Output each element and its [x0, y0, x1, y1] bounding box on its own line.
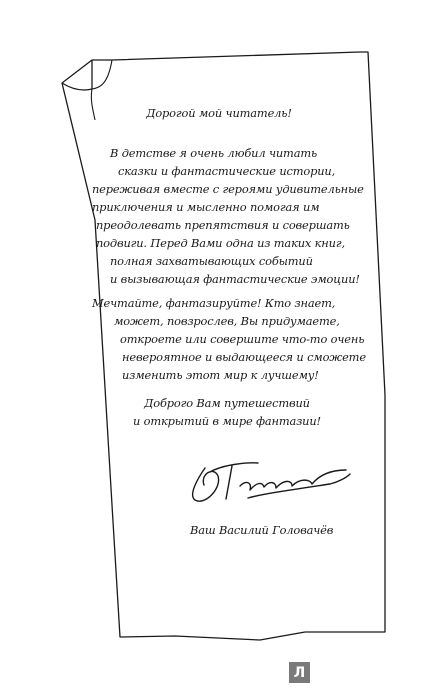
- letter-line: преодолевать препятствия и совершать: [96, 218, 350, 232]
- letter-line: приключения и мысленно помогая им: [92, 200, 320, 214]
- letter-line: и открытий в мире фантазии!: [133, 414, 321, 428]
- letter-line: В детстве я очень любил читать: [110, 146, 318, 160]
- publisher-logo: Л: [289, 662, 310, 683]
- letter-line: откроете или совершите что-то очень: [120, 332, 365, 346]
- letter-line: невероятное и выдающееся и сможете: [122, 350, 366, 364]
- letter-line: сказки и фантастические истории,: [118, 164, 336, 178]
- letter-line: может, повзрослев, Вы придумаете,: [114, 314, 340, 328]
- letter-line: полная захватывающих событий: [110, 254, 313, 268]
- letter-line: Доброго Вам путешествий: [144, 396, 310, 410]
- letter-signoff: Ваш Василий Головачёв: [190, 523, 334, 537]
- letter-greeting: Дорогой мой читатель!: [146, 106, 292, 120]
- letter-line: подвиги. Перед Вами одна из таких книг,: [96, 236, 345, 250]
- letter-line: и вызывающая фантастические эмоции!: [110, 272, 360, 286]
- letter-line: изменить этот мир к лучшему!: [122, 368, 319, 382]
- letter-line: Мечтайте, фантазируйте! Кто знает,: [92, 296, 336, 310]
- letter-line: переживая вместе с героями удивительные: [92, 182, 364, 196]
